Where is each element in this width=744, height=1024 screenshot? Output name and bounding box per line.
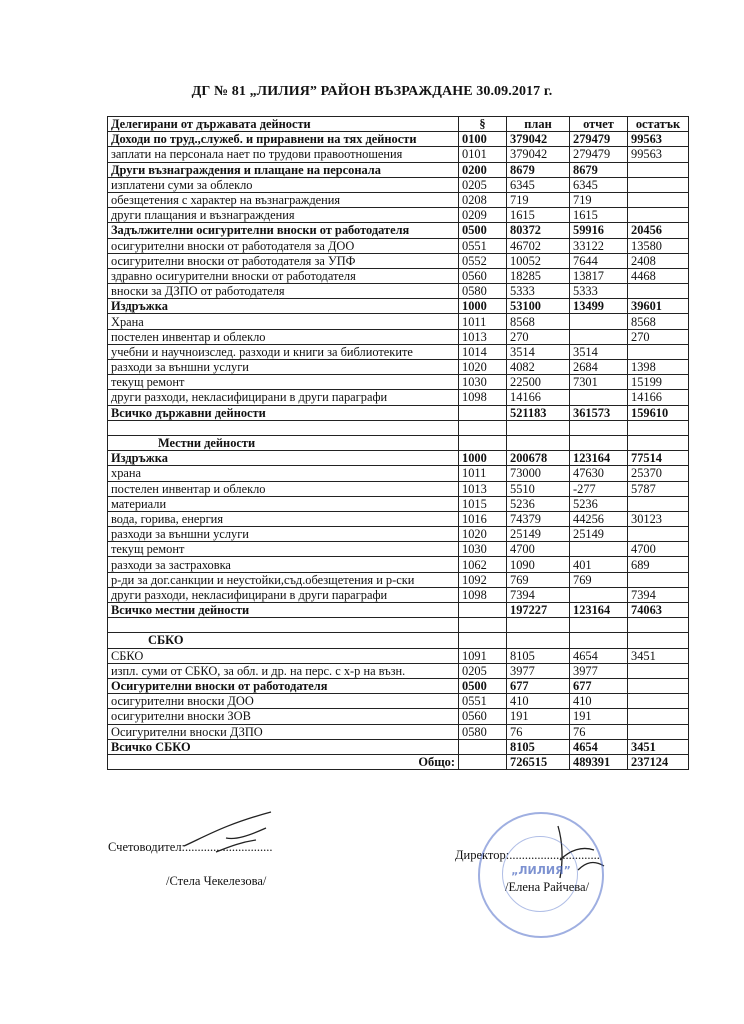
row-remainder-value [628, 208, 689, 223]
row-label: Доходи по труд.,служеб. и приравнени на тях дейности [108, 132, 459, 147]
row-label: текущ ремонт [108, 542, 459, 557]
row-paragraph-code: 1011 [459, 314, 507, 329]
row-remainder-value [628, 420, 689, 435]
stamp-text: „ЛИЛИЯ” [511, 864, 571, 877]
row-remainder-value [628, 496, 689, 511]
row-remainder-value: 14166 [628, 390, 689, 405]
table-row [108, 754, 689, 769]
row-report-value: 401 [570, 557, 628, 572]
row-paragraph-code [459, 739, 507, 754]
row-label: други разходи, некласифицирани в други параграфи [108, 390, 459, 405]
row-paragraph-code: 0552 [459, 253, 507, 268]
table-row [108, 481, 689, 496]
table-row [108, 375, 689, 390]
row-paragraph-code: 1015 [459, 496, 507, 511]
row-paragraph-code: 0500 [459, 223, 507, 238]
table-row [108, 238, 689, 253]
row-plan-value: 5333 [507, 284, 570, 299]
row-report-value: 59916 [570, 223, 628, 238]
row-plan-value: 769 [507, 572, 570, 587]
row-report-value: 7301 [570, 375, 628, 390]
row-paragraph-code: 1030 [459, 542, 507, 557]
table-row [108, 587, 689, 602]
row-remainder-value [628, 527, 689, 542]
table-row [108, 208, 689, 223]
table-row [108, 678, 689, 693]
table-row [108, 542, 689, 557]
table-row [108, 253, 689, 268]
row-label: Издръжка [108, 451, 459, 466]
row-remainder-value [628, 572, 689, 587]
row-paragraph-code: 0580 [459, 724, 507, 739]
row-remainder-value: 13580 [628, 238, 689, 253]
table-row [108, 132, 689, 147]
row-report-value: 677 [570, 678, 628, 693]
row-remainder-value [628, 694, 689, 709]
row-report-value: 1615 [570, 208, 628, 223]
table-row [108, 648, 689, 663]
row-plan-value: 410 [507, 694, 570, 709]
row-paragraph-code: 1092 [459, 572, 507, 587]
table-row [108, 223, 689, 238]
row-report-value: 6345 [570, 177, 628, 192]
row-label [108, 618, 459, 633]
row-report-value: 279479 [570, 132, 628, 147]
row-plan-value: 76 [507, 724, 570, 739]
row-remainder-value: 8568 [628, 314, 689, 329]
row-label: осигурителни вноски от работодателя за ДОО [108, 238, 459, 253]
row-label: СБКО [108, 648, 459, 663]
row-report-value: 44256 [570, 511, 628, 526]
row-report-value: 76 [570, 724, 628, 739]
row-label: здравно осигурителни вноски от работодателя [108, 268, 459, 283]
row-remainder-value: 20456 [628, 223, 689, 238]
row-plan-value: 5510 [507, 481, 570, 496]
row-plan-value: 191 [507, 709, 570, 724]
row-report-value: 123164 [570, 451, 628, 466]
row-report-value [570, 435, 628, 450]
column-header-plan: план [507, 117, 570, 132]
column-header-activity: Делегирани от държавата дейности [108, 117, 459, 132]
table-row [108, 694, 689, 709]
row-paragraph-code [459, 618, 507, 633]
row-paragraph-code: 1062 [459, 557, 507, 572]
row-paragraph-code [459, 633, 507, 648]
row-label: р-ди за дог.санкции и неустойки,съд.обезщетения и р-ски [108, 572, 459, 587]
row-remainder-value: 2408 [628, 253, 689, 268]
row-paragraph-code: 0200 [459, 162, 507, 177]
accountant-signature-scribble [176, 806, 296, 866]
row-remainder-value: 99563 [628, 132, 689, 147]
table-row [108, 162, 689, 177]
row-report-value: 5236 [570, 496, 628, 511]
row-paragraph-code: 1030 [459, 375, 507, 390]
table-row [108, 344, 689, 359]
row-plan-value: 1090 [507, 557, 570, 572]
row-label: Всичко държавни дейности [108, 405, 459, 420]
row-label: вода, горива, енергия [108, 511, 459, 526]
table-row [108, 268, 689, 283]
table-row [108, 284, 689, 299]
row-report-value: 361573 [570, 405, 628, 420]
row-label: Всичко местни дейности [108, 603, 459, 618]
row-report-value: 7644 [570, 253, 628, 268]
row-paragraph-code: 1000 [459, 299, 507, 314]
row-report-value [570, 542, 628, 557]
table-row [108, 329, 689, 344]
table-row [108, 177, 689, 192]
row-remainder-value: 25370 [628, 466, 689, 481]
row-plan-value: 74379 [507, 511, 570, 526]
row-report-value: 3514 [570, 344, 628, 359]
row-paragraph-code: 1013 [459, 481, 507, 496]
row-plan-value: 1615 [507, 208, 570, 223]
row-label: Задължителни осигурителни вноски от работодателя [108, 223, 459, 238]
row-plan-value: 270 [507, 329, 570, 344]
row-plan-value: 73000 [507, 466, 570, 481]
row-remainder-value [628, 284, 689, 299]
table-row [108, 405, 689, 420]
row-plan-value: 7394 [507, 587, 570, 602]
row-label: осигурителни вноски от работодателя за УПФ [108, 253, 459, 268]
row-plan-value [507, 633, 570, 648]
row-label: разходи за външни услуги [108, 360, 459, 375]
row-remainder-value: 39601 [628, 299, 689, 314]
table-row [108, 147, 689, 162]
row-label: други разходи, некласифицирани в други параграфи [108, 587, 459, 602]
row-plan-value: 4082 [507, 360, 570, 375]
row-paragraph-code: 0580 [459, 284, 507, 299]
row-remainder-value [628, 633, 689, 648]
row-paragraph-code: 0551 [459, 694, 507, 709]
row-report-value: 489391 [570, 754, 628, 769]
row-remainder-value [628, 678, 689, 693]
row-report-value: 3977 [570, 663, 628, 678]
row-label: Осигурителни вноски от работодателя [108, 678, 459, 693]
row-label: Всичко СБКО [108, 739, 459, 754]
table-row [108, 572, 689, 587]
row-paragraph-code: 1020 [459, 527, 507, 542]
table-row [108, 633, 689, 648]
row-plan-value [507, 420, 570, 435]
table-row [108, 435, 689, 450]
row-remainder-value: 30123 [628, 511, 689, 526]
row-paragraph-code: 1098 [459, 587, 507, 602]
row-plan-value: 521183 [507, 405, 570, 420]
row-remainder-value [628, 663, 689, 678]
row-report-value [570, 329, 628, 344]
row-report-value: 410 [570, 694, 628, 709]
row-paragraph-code: 0205 [459, 663, 507, 678]
row-paragraph-code: 0209 [459, 208, 507, 223]
row-label: храна [108, 466, 459, 481]
column-header-paragraph: § [459, 117, 507, 132]
row-paragraph-code: 0551 [459, 238, 507, 253]
row-label: заплати на персонала нает по трудови правоотношения [108, 147, 459, 162]
row-report-value [570, 587, 628, 602]
row-plan-value: 8568 [507, 314, 570, 329]
row-report-value: 769 [570, 572, 628, 587]
row-label: постелен инвентар и облекло [108, 481, 459, 496]
table-row [108, 360, 689, 375]
row-label: текущ ремонт [108, 375, 459, 390]
page-title: ДГ № 81 „ЛИЛИЯ” РАЙОН ВЪЗРАЖДАНЕ 30.09.2017 г. [191, 84, 553, 99]
row-paragraph-code: 0560 [459, 709, 507, 724]
table-row [108, 709, 689, 724]
row-remainder-value: 3451 [628, 648, 689, 663]
row-remainder-value [628, 162, 689, 177]
table-row [108, 724, 689, 739]
row-label [108, 420, 459, 435]
row-plan-value: 197227 [507, 603, 570, 618]
row-remainder-value: 270 [628, 329, 689, 344]
row-label: Издръжка [108, 299, 459, 314]
row-plan-value: 10052 [507, 253, 570, 268]
row-remainder-value [628, 344, 689, 359]
table-row [108, 527, 689, 542]
row-paragraph-code: 1013 [459, 329, 507, 344]
row-paragraph-code: 1000 [459, 451, 507, 466]
row-plan-value: 3514 [507, 344, 570, 359]
row-plan-value: 25149 [507, 527, 570, 542]
row-report-value: 2684 [570, 360, 628, 375]
row-paragraph-code [459, 420, 507, 435]
row-remainder-value [628, 192, 689, 207]
row-paragraph-code: 1014 [459, 344, 507, 359]
row-paragraph-code: 0205 [459, 177, 507, 192]
row-label: постелен инвентар и облекло [108, 329, 459, 344]
row-remainder-value: 237124 [628, 754, 689, 769]
row-plan-value: 6345 [507, 177, 570, 192]
row-label: изпл. суми от СБКО, за обл. и др. на перс. с х-р на възн. [108, 663, 459, 678]
row-report-value: 13817 [570, 268, 628, 283]
row-report-value: 25149 [570, 527, 628, 542]
table-row [108, 603, 689, 618]
row-label: СБКО [108, 633, 459, 648]
row-report-value: 47630 [570, 466, 628, 481]
row-plan-value: 726515 [507, 754, 570, 769]
row-report-value: 13499 [570, 299, 628, 314]
row-paragraph-code [459, 754, 507, 769]
row-paragraph-code: 0560 [459, 268, 507, 283]
row-plan-value: 46702 [507, 238, 570, 253]
column-header-report: отчет [570, 117, 628, 132]
row-label: Други възнаграждения и плащане на персонала [108, 162, 459, 177]
row-paragraph-code: 0208 [459, 192, 507, 207]
table-row [108, 618, 689, 633]
row-label: изплатени суми за облекло [108, 177, 459, 192]
row-remainder-value: 4700 [628, 542, 689, 557]
row-remainder-value [628, 177, 689, 192]
row-remainder-value [628, 709, 689, 724]
row-plan-value: 4700 [507, 542, 570, 557]
row-report-value: 8679 [570, 162, 628, 177]
table-row [108, 451, 689, 466]
row-plan-value [507, 618, 570, 633]
row-remainder-value: 7394 [628, 587, 689, 602]
row-report-value: 123164 [570, 603, 628, 618]
row-label: Местни дейности [108, 435, 459, 450]
table-row [108, 496, 689, 511]
row-plan-value: 3977 [507, 663, 570, 678]
row-report-value: 5333 [570, 284, 628, 299]
row-report-value: 719 [570, 192, 628, 207]
row-plan-value: 22500 [507, 375, 570, 390]
row-plan-value: 379042 [507, 132, 570, 147]
table-row [108, 511, 689, 526]
row-plan-value: 719 [507, 192, 570, 207]
row-remainder-value: 74063 [628, 603, 689, 618]
row-remainder-value: 3451 [628, 739, 689, 754]
accountant-signature-label: Счетоводител:............................ [108, 840, 273, 854]
row-label: разходи за застраховка [108, 557, 459, 572]
row-plan-value: 53100 [507, 299, 570, 314]
row-paragraph-code [459, 603, 507, 618]
row-remainder-value: 4468 [628, 268, 689, 283]
row-remainder-value: 77514 [628, 451, 689, 466]
row-paragraph-code: 0500 [459, 678, 507, 693]
row-label: учебни и научноизслед. разходи и книги за библиотеките [108, 344, 459, 359]
row-remainder-value: 689 [628, 557, 689, 572]
row-label: обезщетения с характер на възнаграждения [108, 192, 459, 207]
row-label: осигурителни вноски ЗОВ [108, 709, 459, 724]
row-report-value [570, 420, 628, 435]
row-report-value: 4654 [570, 648, 628, 663]
row-remainder-value [628, 724, 689, 739]
row-label: разходи за външни услуги [108, 527, 459, 542]
row-label: осигурителни вноски ДОО [108, 694, 459, 709]
table-row [108, 192, 689, 207]
row-plan-value: 8105 [507, 648, 570, 663]
table-row [108, 299, 689, 314]
row-report-value [570, 390, 628, 405]
kindergarten-stamp [478, 812, 604, 938]
row-paragraph-code [459, 435, 507, 450]
table-row [108, 663, 689, 678]
row-plan-value: 8105 [507, 739, 570, 754]
row-report-value: 279479 [570, 147, 628, 162]
row-plan-value: 200678 [507, 451, 570, 466]
row-plan-value: 14166 [507, 390, 570, 405]
row-paragraph-code: 1098 [459, 390, 507, 405]
table-row [108, 739, 689, 754]
row-report-value: 4654 [570, 739, 628, 754]
row-paragraph-code [459, 405, 507, 420]
row-paragraph-code: 1016 [459, 511, 507, 526]
row-label: Общо: [108, 754, 459, 769]
row-plan-value: 18285 [507, 268, 570, 283]
row-remainder-value [628, 618, 689, 633]
row-paragraph-code: 1020 [459, 360, 507, 375]
row-label: други плащания и възнаграждения [108, 208, 459, 223]
row-plan-value: 80372 [507, 223, 570, 238]
column-header-remainder: остатък [628, 117, 689, 132]
row-remainder-value: 15199 [628, 375, 689, 390]
budget-table [107, 116, 689, 770]
row-plan-value [507, 435, 570, 450]
row-plan-value: 677 [507, 678, 570, 693]
table-row [108, 557, 689, 572]
row-remainder-value: 5787 [628, 481, 689, 496]
director-signature-label: Директор:............................. [455, 848, 600, 862]
row-plan-value: 379042 [507, 147, 570, 162]
table-row [108, 466, 689, 481]
table-header-row [108, 117, 689, 132]
table-row [108, 390, 689, 405]
row-label: материали [108, 496, 459, 511]
table-row [108, 314, 689, 329]
row-remainder-value: 1398 [628, 360, 689, 375]
row-paragraph-code: 0100 [459, 132, 507, 147]
row-label: Осигурителни вноски ДЗПО [108, 724, 459, 739]
row-remainder-value [628, 435, 689, 450]
row-remainder-value: 159610 [628, 405, 689, 420]
budget-table-body [108, 117, 689, 770]
row-report-value: 33122 [570, 238, 628, 253]
row-paragraph-code: 1091 [459, 648, 507, 663]
row-label: Храна [108, 314, 459, 329]
row-remainder-value: 99563 [628, 147, 689, 162]
row-plan-value: 8679 [507, 162, 570, 177]
row-report-value [570, 633, 628, 648]
accountant-name: /Стела Чекелезова/ [166, 874, 267, 888]
row-plan-value: 5236 [507, 496, 570, 511]
row-report-value: -277 [570, 481, 628, 496]
row-report-value [570, 314, 628, 329]
table-row [108, 420, 689, 435]
director-name: /Елена Райчева/ [505, 880, 590, 894]
row-report-value: 191 [570, 709, 628, 724]
row-paragraph-code: 0101 [459, 147, 507, 162]
row-label: вноски за ДЗПО от работодателя [108, 284, 459, 299]
row-report-value [570, 618, 628, 633]
row-paragraph-code: 1011 [459, 466, 507, 481]
